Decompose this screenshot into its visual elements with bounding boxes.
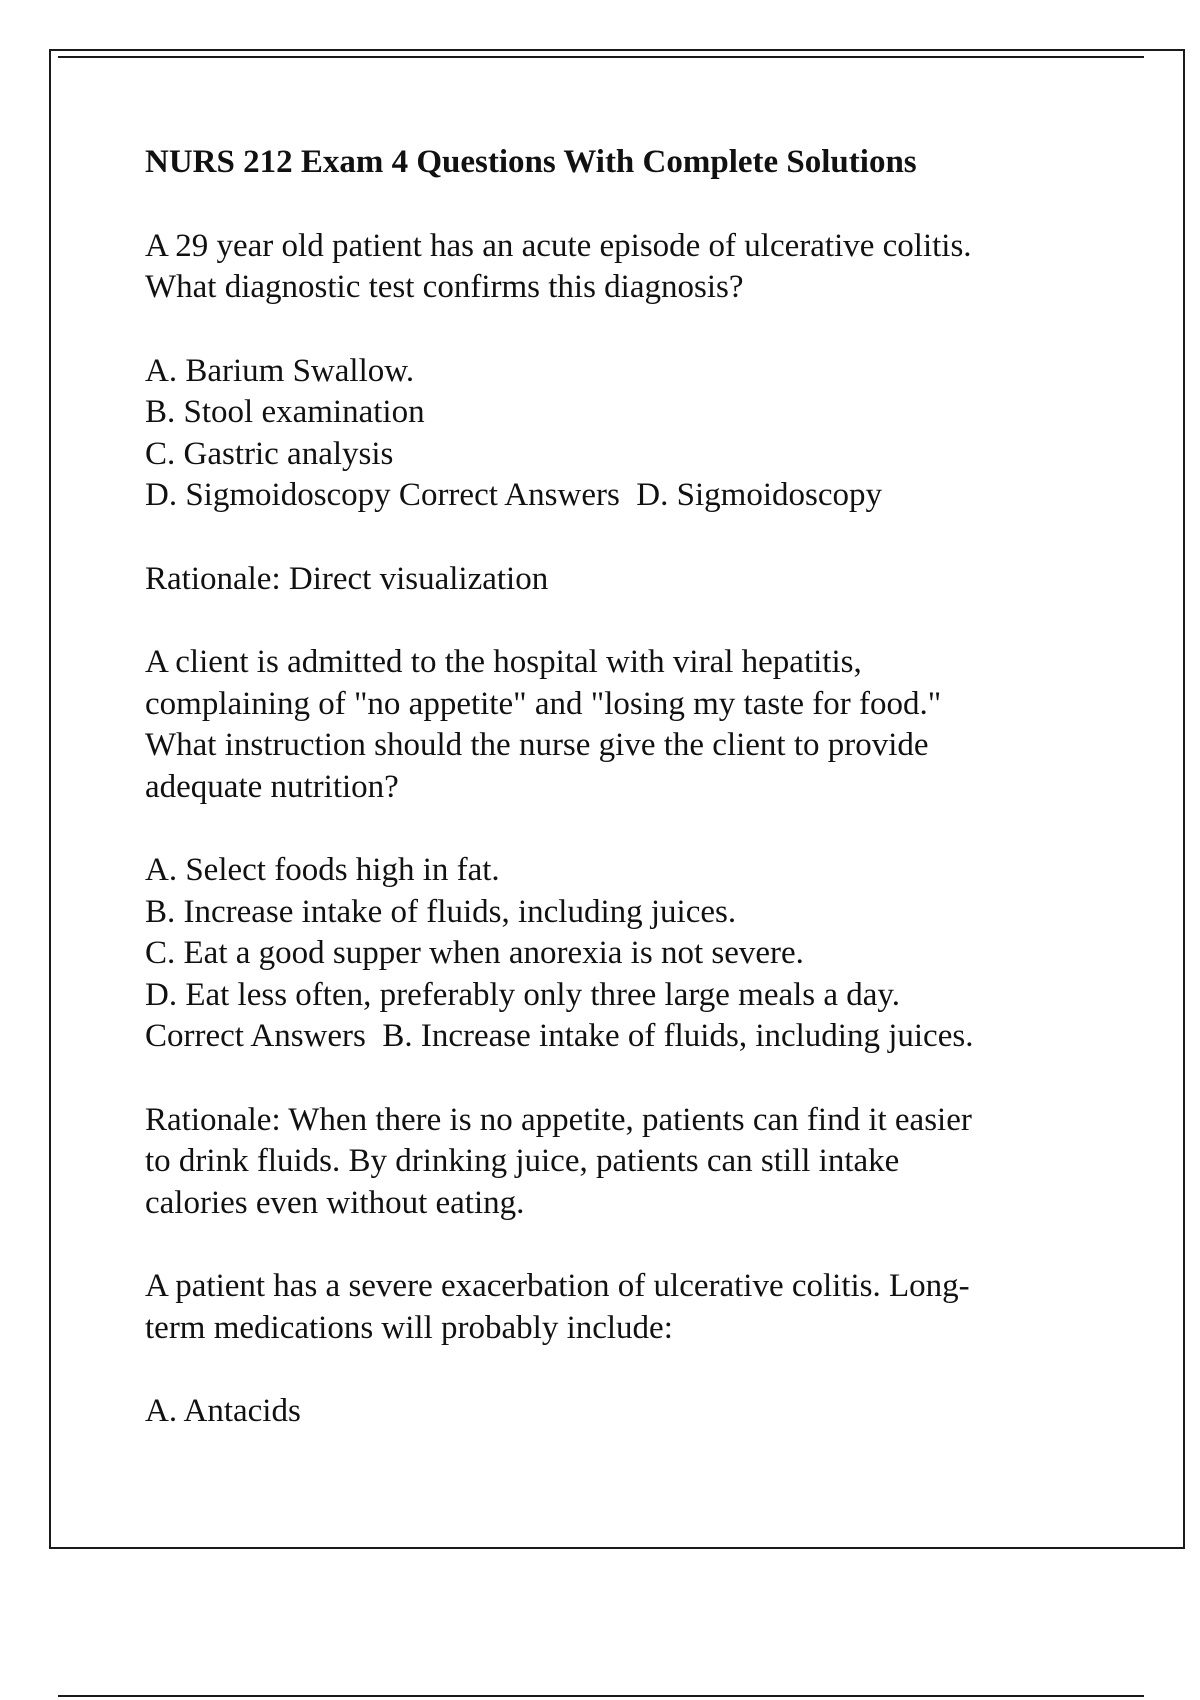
option-line: A. Barium Swallow.: [145, 352, 415, 389]
question-3-options: [145, 1391, 1085, 1433]
text-line: What instruction should the nurse give the client to provide: [145, 727, 929, 763]
option-line: B. Stool examination: [145, 394, 425, 430]
question-1-rationale: [145, 559, 1085, 601]
text-line: Rationale: Direct visualization: [145, 560, 549, 597]
text-line: term medications will probably include:: [145, 1309, 673, 1346]
bottom-rule: [58, 1695, 1144, 1697]
text-line: calories even without eating.: [145, 1184, 525, 1221]
question-1-stem: [145, 226, 1085, 309]
question-1-options: [145, 351, 1085, 517]
text-line: What diagnostic test confirms this diagnosis?: [145, 269, 744, 305]
text-line: adequate nutrition?: [145, 768, 399, 805]
question-3-stem: [145, 1266, 1085, 1349]
option-line: D. Eat less often, preferably only three large meals a day.: [145, 976, 901, 1013]
text-line: A client is admitted to the hospital with viral hepatitis,: [145, 644, 862, 680]
text-line: A 29 year old patient has an acute episode of ulcerative colitis.: [145, 227, 972, 264]
text-line: Rationale: When there is no appetite, patients can find it easier: [145, 1101, 972, 1138]
text-line: complaining of "no appetite" and "losing my taste for food.": [145, 685, 942, 722]
document-body: [145, 142, 1085, 1475]
option-line: D. Sigmoidoscopy Correct Answers D. Sigmoidoscopy: [145, 477, 882, 513]
option-line: A. Select foods high in fat.: [145, 852, 500, 888]
text-line: A patient has a severe exacerbation of ulcerative colitis. Long-: [145, 1268, 970, 1304]
option-line: B. Increase intake of fluids, including juices.: [145, 893, 737, 930]
answer-line: Correct Answers B. Increase intake of fluids, including juices.: [145, 1018, 974, 1054]
document-title: NURS 212 Exam 4 Questions With Complete Solutions: [145, 144, 917, 180]
question-2-stem: [145, 642, 1085, 808]
option-line: C. Eat a good supper when anorexia is not severe.: [145, 935, 804, 971]
question-2-rationale: [145, 1100, 1085, 1225]
question-2-options: [145, 850, 1085, 1058]
option-line: A. Antacids: [145, 1393, 301, 1429]
option-line: C. Gastric analysis: [145, 435, 394, 472]
text-line: to drink fluids. By drinking juice, patients can still intake: [145, 1143, 900, 1179]
